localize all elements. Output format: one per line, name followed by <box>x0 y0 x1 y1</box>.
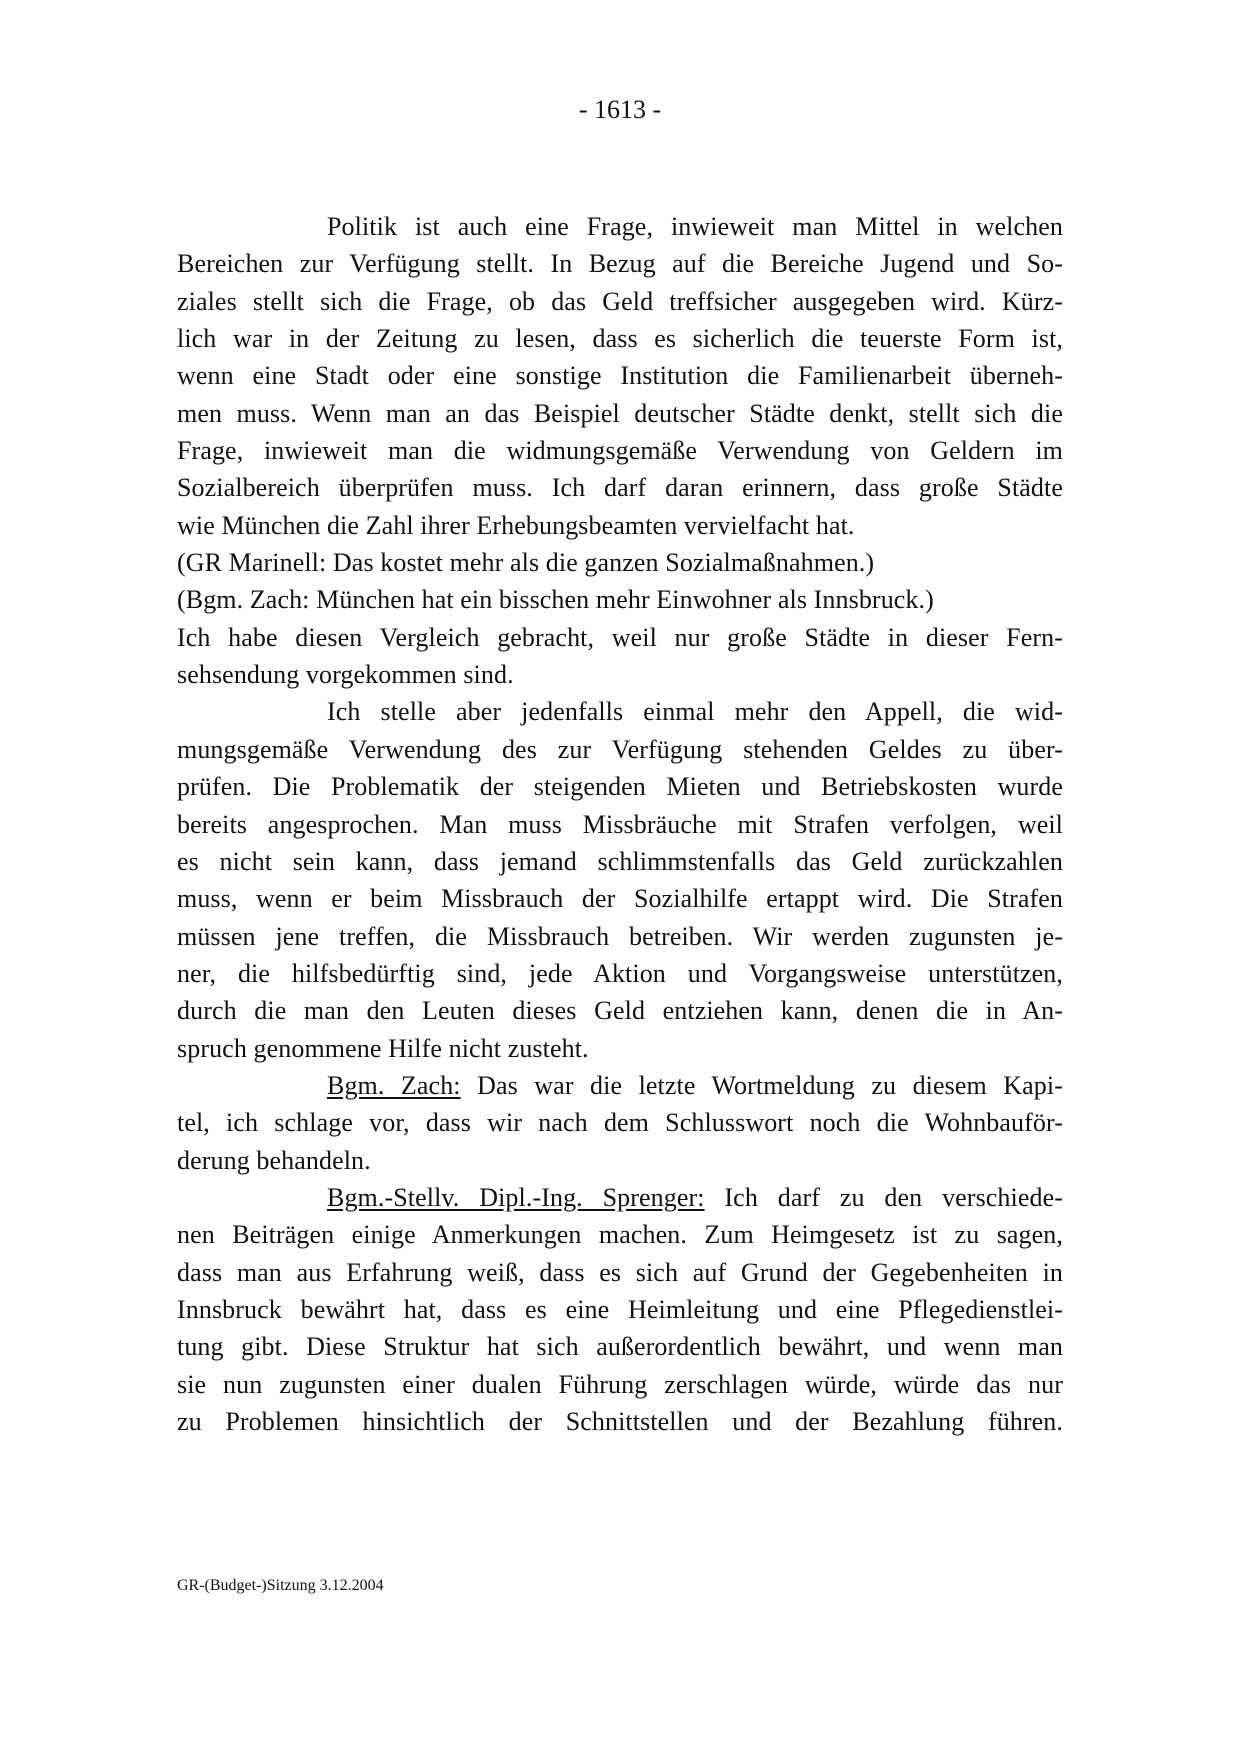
line-text: Ich habe diesen Vergleich gebracht, weil nur große Städte in dieser Fern- <box>177 622 1063 652</box>
text-line <box>177 955 1063 992</box>
line-text: Ich stelle aber jedenfalls einmal mehr den Appell, die wid- <box>327 697 1063 727</box>
text-line <box>177 731 1063 768</box>
text-line <box>177 507 1063 544</box>
line-text: (GR Marinell: Das kostet mehr als die ganzen Sozialmaßnahmen.) <box>177 548 875 578</box>
text-line <box>177 806 1063 843</box>
text-line <box>177 320 1063 357</box>
text-line <box>177 843 1063 880</box>
text-line <box>177 880 1063 917</box>
text-line <box>177 693 1063 730</box>
line-text: tel, ich schlage vor, dass wir nach dem Schlusswort noch die Wohnbauför- <box>177 1108 1063 1138</box>
line-text: Bereichen zur Verfügung stellt. In Bezug auf die Bereiche Jugend und So- <box>177 249 1063 279</box>
text-line <box>177 1291 1063 1328</box>
text-line <box>177 1366 1063 1403</box>
text-line <box>177 1254 1063 1291</box>
text-line <box>177 1030 1063 1067</box>
line-text: wie München die Zahl ihrer Erhebungsbeamten vervielfacht hat. <box>177 510 855 540</box>
line-text: müssen jene treffen, die Missbrauch betreiben. Wir werden zugunsten je- <box>177 921 1063 951</box>
line-text: wenn eine Stadt oder eine sonstige Institution die Familienarbeit überneh- <box>177 361 1063 391</box>
line-text: Ich darf zu den verschiede- <box>704 1182 1063 1212</box>
document-body <box>177 208 1063 1440</box>
line-text: muss, wenn er beim Missbrauch der Sozialhilfe ertappt wird. Die Strafen <box>177 884 1063 914</box>
line-text: dass man aus Erfahrung weiß, dass es sich auf Grund der Gegebenheiten in <box>177 1257 1063 1287</box>
line-text: sehsendung vorgekommen sind. <box>177 660 514 690</box>
text-line <box>177 1216 1063 1253</box>
text-line <box>177 357 1063 394</box>
text-line <box>177 1104 1063 1141</box>
text-line <box>177 1067 1063 1104</box>
text-line <box>177 992 1063 1029</box>
page-number: - 1613 - <box>578 95 662 124</box>
text-line <box>177 619 1063 656</box>
line-text: mungsgemäße Verwendung des zur Verfügung stehenden Geldes zu über- <box>177 734 1063 764</box>
text-line <box>177 1142 1063 1179</box>
line-text: durch die man den Leuten dieses Geld entziehen kann, denen die in An- <box>177 996 1063 1026</box>
text-line <box>177 544 1063 581</box>
line-text: ziales stellt sich die Frage, ob das Geld treffsicher ausgegeben wird. Kürz- <box>177 286 1063 316</box>
line-text: zu Problemen hinsichtlich der Schnittstellen und der Bezahlung führen. <box>177 1407 1063 1436</box>
text-line <box>177 469 1063 506</box>
speaker-name: Bgm.-Stellv. Dipl.-Ing. Sprenger: <box>327 1182 705 1212</box>
line-text: prüfen. Die Problematik der steigenden Mieten und Betriebskosten wurde <box>177 772 1063 802</box>
line-text: Das war die letzte Wortmeldung zu diesem Kapi- <box>460 1070 1063 1100</box>
text-line <box>177 245 1063 282</box>
speaker-name: Bgm. Zach: <box>327 1070 461 1100</box>
text-line <box>177 208 1063 245</box>
text-line <box>177 768 1063 805</box>
footer-session-label: GR-(Budget-)Sitzung 3.12.2004 <box>177 1577 384 1594</box>
line-text: es nicht sein kann, dass jemand schlimmstenfalls das Geld zurückzahlen <box>177 846 1063 876</box>
line-text: nen Beiträgen einige Anmerkungen machen. Zum Heimgesetz ist zu sagen, <box>177 1220 1063 1250</box>
line-text: Sozialbereich überprüfen muss. Ich darf daran erinnern, dass große Städte <box>177 473 1063 503</box>
line-text: Politik ist auch eine Frage, inwieweit man Mittel in welchen <box>327 212 1063 241</box>
line-text: Innsbruck bewährt hat, dass es eine Heimleitung und eine Pflegedienstlei- <box>177 1294 1063 1324</box>
line-text: men muss. Wenn man an das Beispiel deutscher Städte denkt, stellt sich die <box>177 398 1063 428</box>
text-line <box>177 283 1063 320</box>
line-text: lich war in der Zeitung zu lesen, dass es sicherlich die teuerste Form ist, <box>177 324 1063 354</box>
line-text: bereits angesprochen. Man muss Missbräuche mit Strafen verfolgen, weil <box>177 809 1063 839</box>
line-text: sie nun zugunsten einer dualen Führung zerschlagen würde, würde das nur <box>177 1369 1063 1399</box>
text-line <box>177 432 1063 469</box>
text-line <box>177 395 1063 432</box>
line-text: spruch genommene Hilfe nicht zusteht. <box>177 1033 589 1063</box>
text-line <box>177 918 1063 955</box>
line-text: derung behandeln. <box>177 1145 371 1175</box>
line-text: (Bgm. Zach: München hat ein bisschen mehr Einwohner als Innsbruck.) <box>177 585 934 615</box>
line-text: tung gibt. Diese Struktur hat sich außerordentlich bewährt, und wenn man <box>177 1332 1063 1362</box>
text-line <box>177 1179 1063 1216</box>
line-text: ner, die hilfsbedürftig sind, jede Aktion und Vorgangsweise unterstützen, <box>177 958 1063 988</box>
text-line <box>177 1328 1063 1365</box>
text-line <box>177 581 1063 618</box>
line-text: Frage, inwieweit man die widmungsgemäße Verwendung von Geldern im <box>177 436 1063 466</box>
text-line <box>177 656 1063 693</box>
text-line <box>177 1403 1063 1440</box>
